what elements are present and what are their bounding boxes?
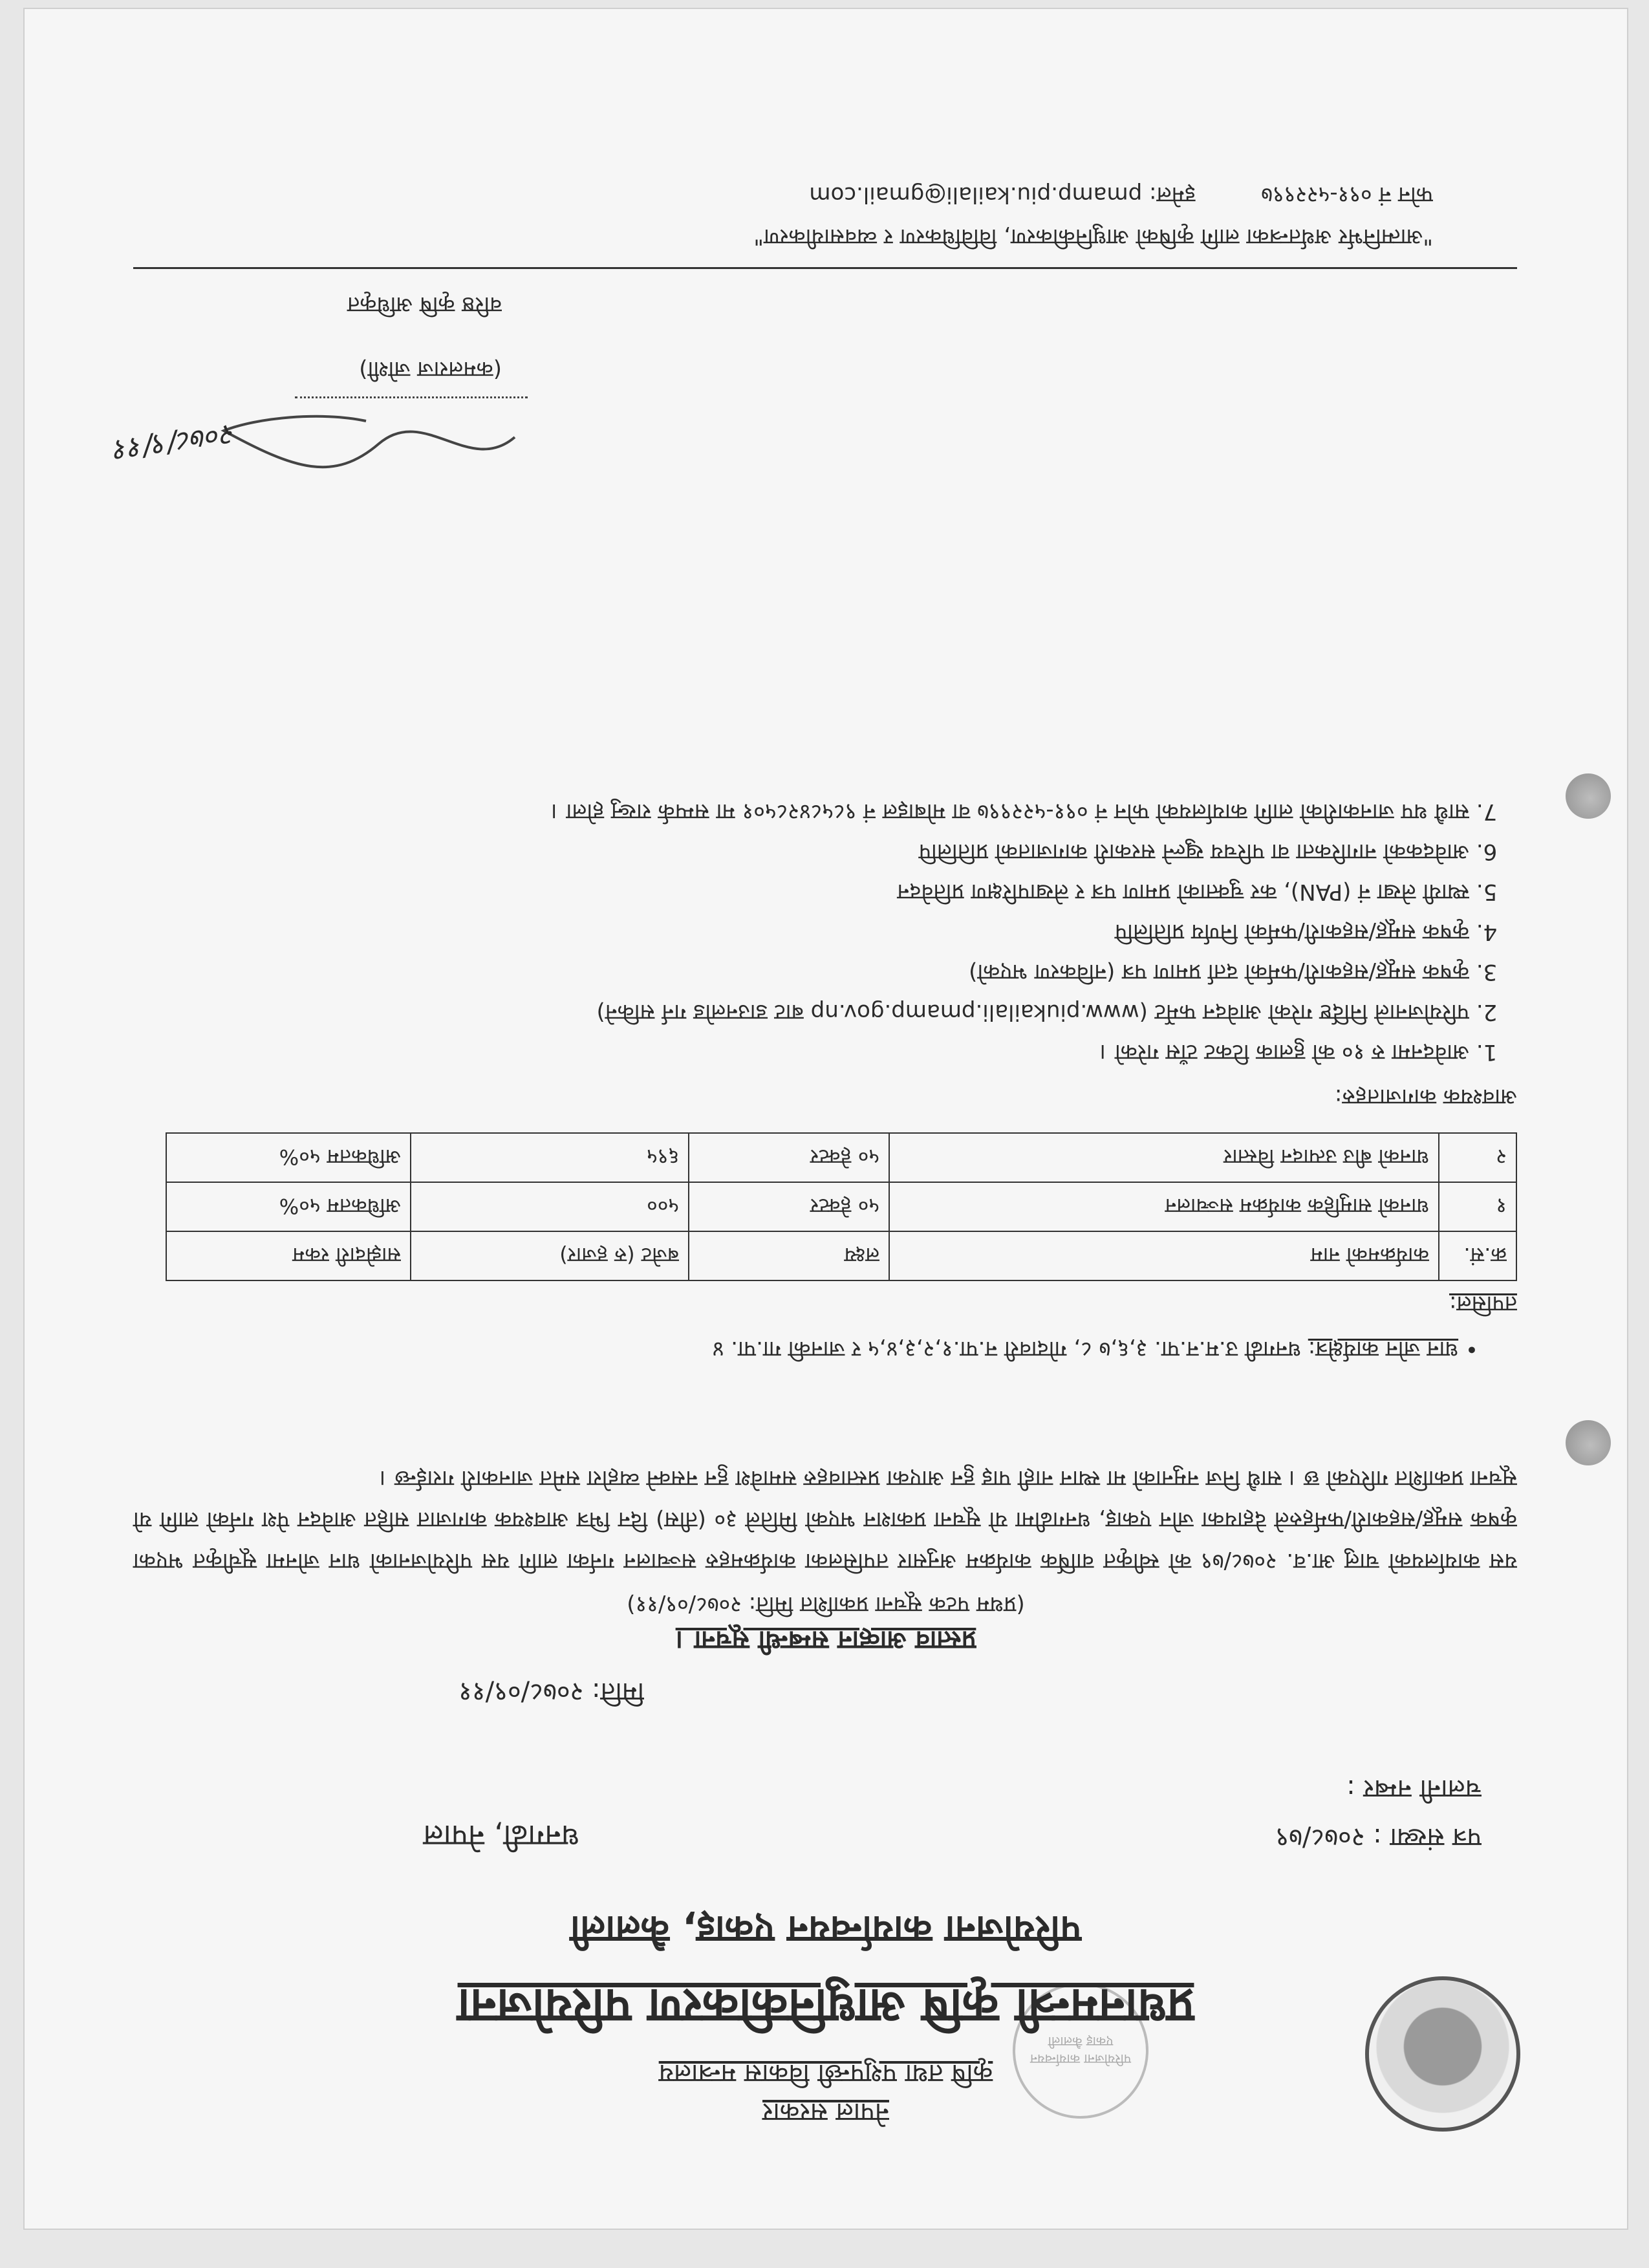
table-cell: धानको सामुहिक कार्यक्रम सञ्चालन	[889, 1182, 1439, 1231]
table-cell: धानको बीउ उत्पादन विस्तार	[889, 1133, 1439, 1182]
table-row	[166, 1133, 1516, 1182]
notice-heading: प्रस्ताव आव्हान सम्बन्धी सूचना ।	[675, 1625, 976, 1655]
list-item: 4. कृषक समूह/सहकारी/फर्मको निर्णय प्रतिलिपि	[111, 913, 1469, 951]
list-item: 3. कृषक समूह/सहकारी/फर्मको दर्ता प्रमाण पत्र (नविकरण भएको)	[111, 953, 1469, 991]
issue-date: मिति: २०७८/०९/११	[458, 1677, 644, 1707]
place-name: धनगढी, नेपाल	[423, 1819, 579, 1853]
publication-date: (प्रथम पटक सूचना प्रकाशित मिति: २०७८/०९/११)	[627, 1592, 1025, 1617]
table-cell: ५० हेक्टर	[689, 1133, 889, 1182]
program-table	[166, 1132, 1517, 1281]
signature-date: २०७८/९/११	[112, 417, 239, 467]
list-item: 7. साथै थप जानकारीको लागि कार्यालयको फोन नं ०९१-५२२९९७ वा मोबाइल नं ९८५८४२८५०१ मा सम्पर्क राख्नु होला ।	[111, 793, 1469, 830]
zone-text: धनगढी उ.म.न.पा. ३,६,७ ८, गोदावरी न.पा.१,२,३,४,५ र जानकी गा.पा. ४	[712, 1336, 1301, 1362]
footer-email: pmamp.piu.kailali@gmail.com	[809, 182, 1143, 208]
column-header: बजेट (रु हजार)	[411, 1231, 689, 1280]
footer-phone: फोन नं ०९१-५२२९९७	[1261, 182, 1433, 208]
stamp-text: परियोजना कार्यान्वयन एकाइ कैलाली	[1029, 2034, 1132, 2067]
footer-divider	[133, 267, 1517, 269]
table-label: तपसिल:	[1449, 1291, 1517, 1317]
signature-scribble	[204, 398, 528, 482]
ministry-name: कृषि तथा पशुपन्छी विकास मन्त्रालय	[658, 2058, 993, 2088]
footer-email-label: इमेल:	[1149, 182, 1196, 208]
notice-body: यस कार्यालयको चालु आ.व. २०७८/७९ को स्वीकृत वार्षिक कार्यक्रम अनुसार तपसिलका कार्यक्रमहरु सञ्चालन गर्नका लागि यस परियोजनाको धान जोनमा सूचीकृत भएका कृषक समूह/सहकारी/फर्महरुले देहायका जोन एकाइ, धनगढीमा यो सूचना प्रकाशन भएको मितिले ३० (तीस) दिन भित्र आवश्यक कागजात सहित आवेदन पेश गर्नको लागि यो सूचना प्रकाशित गरिएको छ । साथै निज नमुनाको मा स्थान नाही पाइ हुन आएका प्रस्तावहरु समावेश हुन नसक्ने व्यहोरा समेत जानकारी गराईन्छ ।	[133, 1465, 1517, 1574]
list-item: 5. स्थायी लेखा नं (PAN), कर चुक्ताको प्रमाण पत्र र लेखापरिक्षण प्रतिवेदन	[111, 873, 1469, 911]
signatory-title: वरिष्ठ कृषि अधिकृत	[347, 292, 502, 318]
dispatch-number: चलानी नम्बर :	[1346, 1774, 1482, 1804]
table-cell: ५००	[411, 1182, 689, 1231]
table-header-row	[166, 1231, 1516, 1280]
table-row	[166, 1182, 1516, 1231]
zone-label: धान जोन कार्यक्षेत्र:	[1308, 1336, 1459, 1362]
document-page	[25, 9, 1627, 2229]
table-cell: अधिकतम ५०%	[166, 1133, 411, 1182]
column-header: क्र.सं.	[1439, 1231, 1516, 1280]
bullet-icon: •	[1458, 1336, 1478, 1362]
letter-number: पत्र संख्या : २०७८/७९	[1275, 1822, 1482, 1852]
signature-line	[295, 396, 528, 398]
project-title: प्रधानमन्त्री कृषि आधुनिकीकरण परियोजना	[457, 1978, 1194, 2034]
list-item: 1. आवेदनमा रु १० को हुलाक टिकट टाँस गरेको ।	[111, 1033, 1469, 1071]
list-item: 6. आवेदकको नागरिकता वा परिचय खुल्ने सरकारी कागजातको प्रतिलिपि	[111, 833, 1469, 870]
signatory-name: (कमलराज जोशी)	[359, 356, 502, 382]
zone-line	[120, 1335, 1478, 1365]
column-header: साझेदारी रकम	[166, 1231, 411, 1280]
table-cell: २	[1439, 1133, 1516, 1182]
table-cell: अधिकतम ५०%	[166, 1182, 411, 1231]
punch-hole	[1566, 773, 1611, 819]
footer-slogan: "आत्मनिर्भर अर्थतन्त्रका लागि कृषिको आधुनिकीकरण, विविधिकरण र व्यवसायीकरण"	[753, 224, 1433, 250]
gov-name: नेपाल सरकार	[762, 2097, 889, 2127]
table-cell: ६९५	[411, 1133, 689, 1182]
table-cell: १	[1439, 1182, 1516, 1231]
project-subtitle: परियोजना कार्यान्वयन एकाइ, कैलाली	[570, 1908, 1082, 1952]
list-item: 2. परियोजनाले निर्दिष्ट गरेको आवेदन फर्मेट (www.piukailali.pmamp.gov.np बाट डाउनलोड गर्न सकिने)	[111, 993, 1469, 1031]
column-header: कार्यक्रमको नाम	[889, 1231, 1439, 1280]
column-header: लक्ष्य	[689, 1231, 889, 1280]
table-cell: ५० हेक्टर	[689, 1182, 889, 1231]
docs-label: आवश्यक कागजातहरु:	[1334, 1084, 1517, 1110]
punch-hole	[1566, 1420, 1611, 1465]
required-docs-list	[111, 790, 1498, 1071]
footer-contact	[809, 181, 1433, 211]
